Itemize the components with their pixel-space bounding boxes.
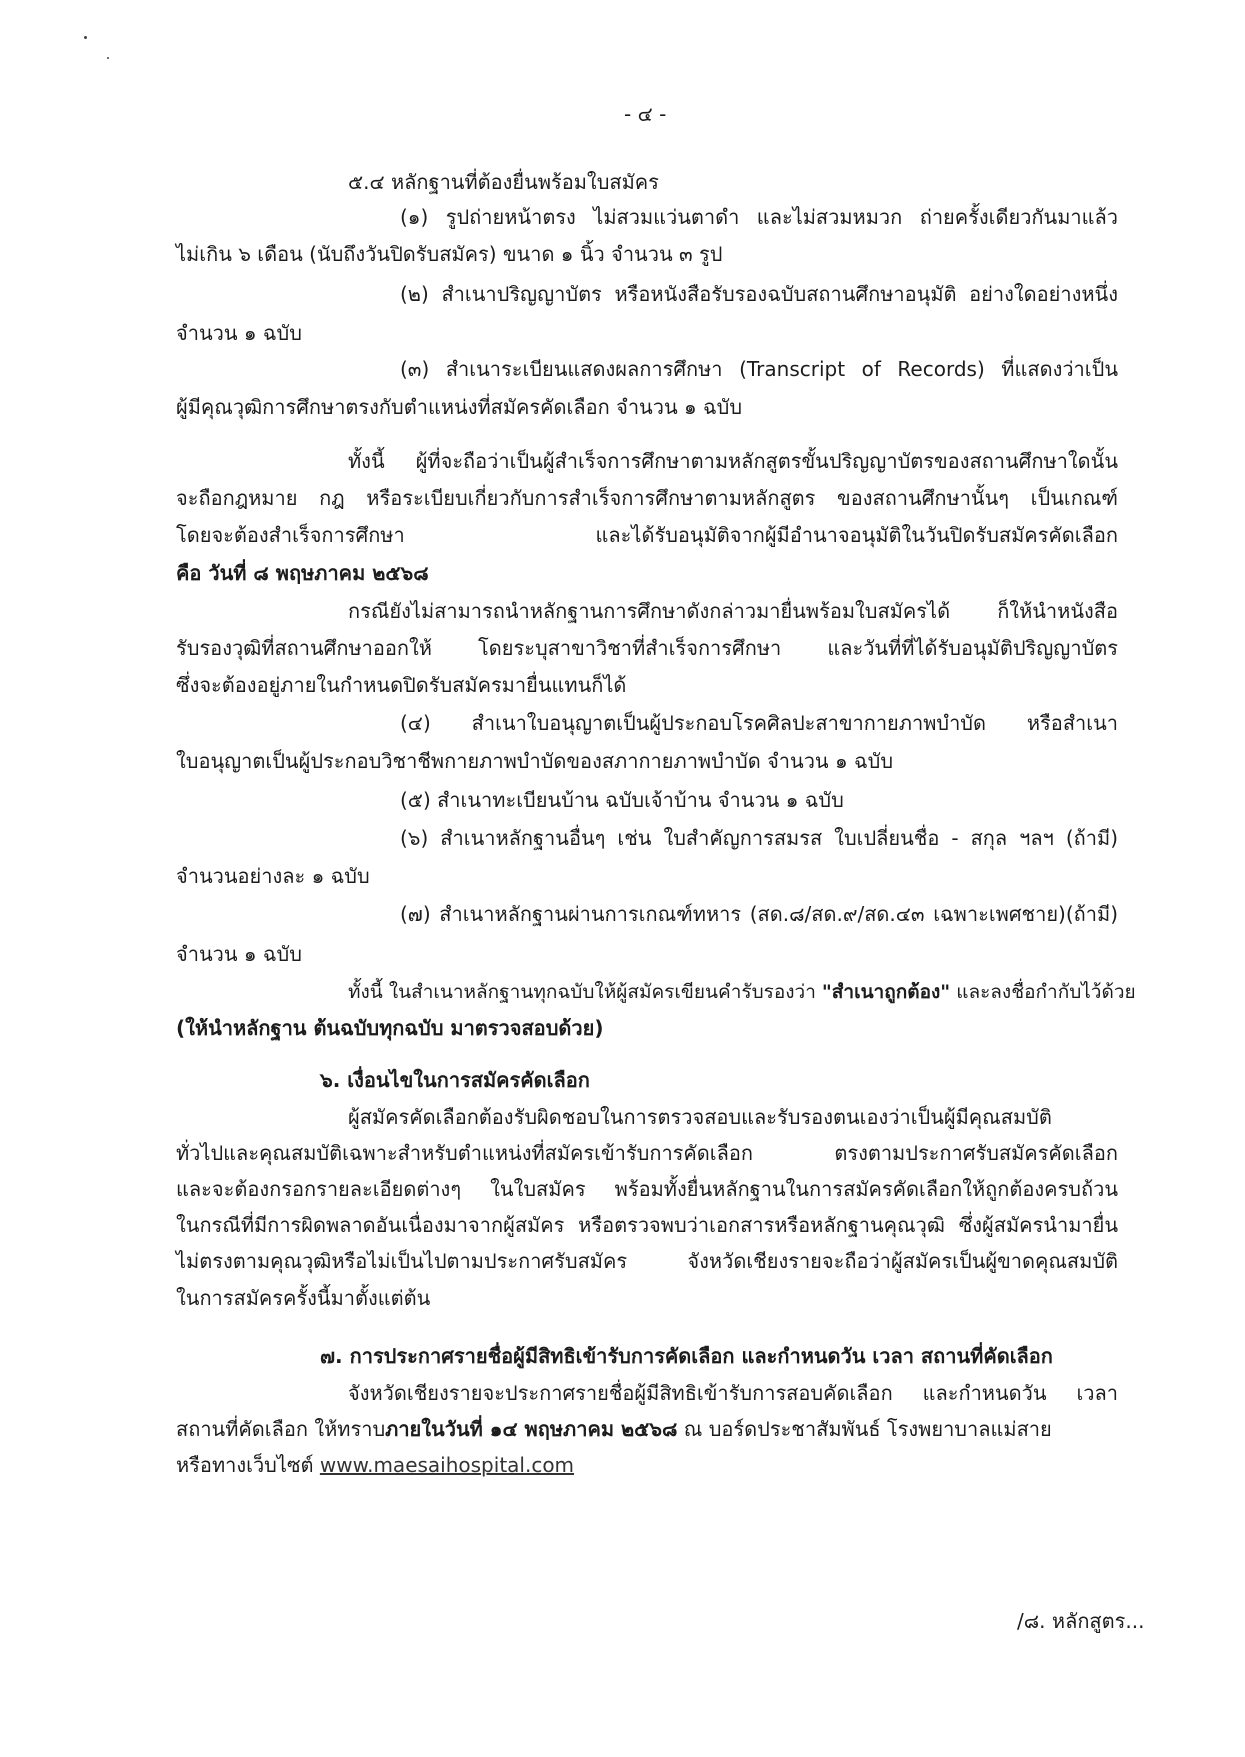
paragraph-1-line-1: ทั้งนี้ ผู้ที่จะถือว่าเป็นผู้สำเร็จการศึกษาตามหลักสูตรขั้นปริญญาบัตรของสถานศึกษาใดนั้น: [348, 449, 1118, 473]
paragraph-1-line-3: โดยจะต้องสำเร็จการศึกษา และได้รับอนุมัติจากผู้มีอำนาจอนุมัติในวันปิดรับสมัครคัดเลือก: [176, 523, 1118, 547]
item-5: (๕) สำเนาทะเบียนบ้าน ฉบับเจ้าบ้าน จำนวน ๑ ฉบับ: [400, 788, 844, 812]
item-2-line-1: (๒) สำเนาปริญญาบัตร หรือหนังสือรับรองฉบับสถานศึกษาอนุมัติ อย่างใดอย่างหนึ่ง: [400, 282, 1118, 306]
paragraph-1-line-2: จะถือกฎหมาย กฎ หรือระเบียบเกี่ยวกับการสำเร็จการศึกษาตามหลักสูตร ของสถานศึกษานั้นๆ เป็นเกณฑ์: [176, 486, 1118, 510]
item-3-line-1: (๓) สำเนาระเบียนแสดงผลการศึกษา (Transcript of Records) ที่แสดงว่าเป็น: [400, 357, 1118, 381]
item-2-line-2: จำนวน ๑ ฉบับ: [176, 321, 302, 345]
section-6-line-2: ทั่วไปและคุณสมบัติเฉพาะสำหรับตำแหน่งที่สมัครเข้ารับการคัดเลือก ตรงตามประกาศรับสมัครคัดเลือก: [176, 1141, 1118, 1165]
section-6-line-3: และจะต้องกรอกรายละเอียดต่างๆ ในใบสมัคร พร้อมทั้งยื่นหลักฐานในการสมัครคัดเลือกให้ถูกต้องครบถ้วน: [176, 1177, 1118, 1201]
certification-text-start: ทั้งนี้ ในสำเนาหลักฐานทุกฉบับให้ผู้สมัครเขียนคำรับรองว่า: [348, 981, 822, 1003]
paragraph-2-line-2: รับรองวุฒิที่สถานศึกษาออกให้ โดยระบุสาขาวิชาที่สำเร็จการศึกษา และวันที่ที่ได้รับอนุมัติปริญญาบัตร: [176, 636, 1118, 660]
item-1-line-2: ไม่เกิน ๖ เดือน (นับถึงวันปิดรับสมัคร) ขนาด ๑ นิ้ว จำนวน ๓ รูป: [176, 242, 723, 266]
section-5-4-heading: ๕.๔ หลักฐานที่ต้องยื่นพร้อมใบสมัคร: [348, 170, 659, 194]
item-7-line-1: (๗) สำเนาหลักฐานผ่านการเกณฑ์ทหาร (สด.๘/สด.๙/สด.๔๓ เฉพาะเพศชาย)(ถ้ามี): [400, 902, 1118, 926]
item-4-line-1: (๔) สำเนาใบอนุญาตเป็นผู้ประกอบโรคศิลปะสาขากายภาพบำบัด หรือสำเนา: [400, 711, 1118, 735]
section-7-line-2: [176, 1415, 1052, 1443]
paragraph-2-line-3: ซึ่งจะต้องอยู่ภายในกำหนดปิดรับสมัครมายื่นแทนก็ได้: [176, 673, 627, 697]
section-7-line-1: จังหวัดเชียงรายจะประกาศรายชื่อผู้มีสิทธิเข้ารับการสอบคัดเลือก และกำหนดวัน เวลา: [348, 1381, 1118, 1405]
section-6-line-6: ในการสมัครครั้งนี้มาตั้งแต่ต้น: [176, 1286, 431, 1310]
announcement-date: ภายในวันที่ ๑๔ พฤษภาคม ๒๕๖๘: [385, 1417, 678, 1441]
page-number: - ๔ -: [624, 102, 667, 126]
website-prefix: หรือทางเว็บไซต์: [176, 1453, 320, 1477]
certified-copy-phrase: "สำเนาถูกต้อง": [821, 981, 951, 1003]
original-documents-note: (ให้นำหลักฐาน ต้นฉบับทุกฉบับ มาตรวจสอบด้วย): [176, 1016, 604, 1040]
section-7-line-3: [176, 1451, 574, 1479]
scan-speck: [84, 36, 87, 39]
item-7-line-2: จำนวน ๑ ฉบับ: [176, 942, 302, 966]
certification-note: [348, 978, 1136, 1006]
closing-date: คือ วันที่ ๘ พฤษภาคม ๒๕๖๘: [176, 561, 429, 585]
item-6-line-2: จำนวนอย่างละ ๑ ฉบับ: [176, 864, 370, 888]
certification-text-end: และลงชื่อกำกับไว้ด้วย: [950, 981, 1136, 1003]
item-6-line-1: (๖) สำเนาหลักฐานอื่นๆ เช่น ใบสำคัญการสมรส ใบเปลี่ยนชื่อ - สกุล ฯลฯ (ถ้ามี): [400, 826, 1118, 850]
section-6-line-4: ในกรณีที่มีการผิดพลาดอันเนื่องมาจากผู้สมัคร หรือตรวจพบว่าเอกสารหรือหลักฐานคุณวุฒิ ซึ่งผู้สมัครนำมายื่น: [176, 1213, 1118, 1237]
item-4-line-2: ใบอนุญาตเป็นผู้ประกอบวิชาชีพกายภาพบำบัดของสภากายภาพบำบัด จำนวน ๑ ฉบับ: [176, 749, 894, 773]
section-6-line-5: ไม่ตรงตามคุณวุฒิหรือไม่เป็นไปตามประกาศรับสมัคร จังหวัดเชียงรายจะถือว่าผู้สมัครเป็นผู้ขาดคุณสมบัติ: [176, 1249, 1118, 1273]
paragraph-2-line-1: กรณียังไม่สามารถนำหลักฐานการศึกษาดังกล่าวมายื่นพร้อมใบสมัครได้ ก็ให้นำหนังสือ: [348, 599, 1118, 623]
item-1-line-1: (๑) รูปถ่ายหน้าตรง ไม่สวมแว่นตาดำ และไม่สวมหมวก ถ่ายครั้งเดียวกันมาแล้ว: [400, 205, 1118, 229]
section-7-line-2-start: สถานที่คัดเลือก ให้ทราบ: [176, 1417, 386, 1441]
website-link[interactable]: www.maesaihospital.com: [319, 1453, 575, 1477]
scan-speck: [107, 57, 109, 59]
section-6-heading: ๖. เงื่อนไขในการสมัครคัดเลือก: [320, 1068, 590, 1092]
next-page-continuation: /๘. หลักสูตร...: [1017, 1609, 1145, 1633]
section-6-line-1: ผู้สมัครคัดเลือกต้องรับผิดชอบในการตรวจสอบและรับรองตนเองว่าเป็นผู้มีคุณสมบัติ: [348, 1105, 1052, 1129]
section-7-heading: ๗. การประกาศรายชื่อผู้มีสิทธิเข้ารับการคัดเลือก และกำหนดวัน เวลา สถานที่คัดเลือก: [320, 1344, 1053, 1368]
section-7-line-2-end: ณ บอร์ดประชาสัมพันธ์ โรงพยาบาลแม่สาย: [677, 1417, 1052, 1441]
item-3-line-2: ผู้มีคุณวุฒิการศึกษาตรงกับตำแหน่งที่สมัครคัดเลือก จำนวน ๑ ฉบับ: [176, 395, 743, 419]
